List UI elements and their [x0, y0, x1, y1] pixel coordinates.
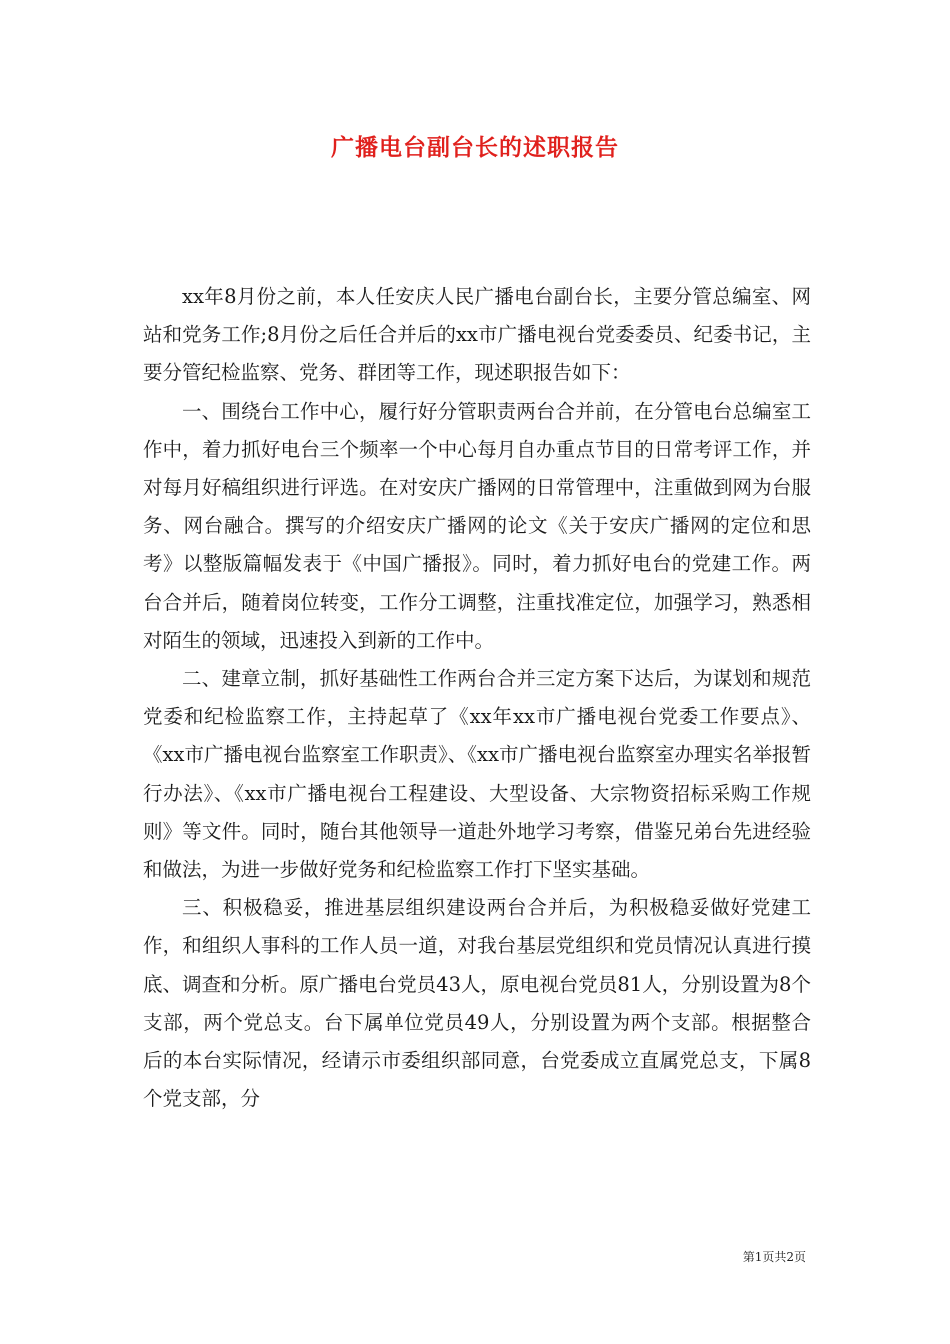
- document-body: [143, 278, 811, 1118]
- paragraph-section-1: 一、围绕台工作中心，履行好分管职责两台合并前，在分管电台总编室工作中，着力抓好电台三个频率一个中心每月自办重点节目的日常考评工作，并对每月好稿组织进行评选。在对安庆广播网的日常管理中，注重做到网为台服务、网台融合。撰写的介绍安庆广播网的论文《关于安庆广播网的定位和思考》以整版篇幅发表于《中国广播报》。同时，着力抓好电台的党建工作。两台合并后，随着岗位转变，工作分工调整，注重找准定位，加强学习，熟悉相对陌生的领域，迅速投入到新的工作中。: [143, 399, 811, 652]
- paragraph-section-2: 二、建章立制，抓好基础性工作两台合并三定方案下达后，为谋划和规范党委和纪检监察工作，主持起草了《xx年xx市广播电视台党委工作要点》、《xx市广播电视台监察室工作职责》、《xx市广播电视台监察室办理实名举报暂行办法》、《xx市广播电视台工程建设、大型设备、大宗物资招标采购工作规则》等文件。同时，随台其他领导一道赴外地学习考察，借鉴兄弟台先进经验和做法，为进一步做好党务和纪检监察工作打下坚实基础。: [143, 667, 811, 882]
- document-title: 广播电台副台长的述职报告: [331, 134, 619, 161]
- paragraph-section-3: 三、积极稳妥，推进基层组织建设两台合并后，为积极稳妥做好党建工作，和组织人事科的工作人员一道，对我台基层党组织和党员情况认真进行摸底、调查和分析。原广播电台党员43人，原电视台党员81人，分别设置为8个支部，两个党总支。台下属单位党员49人，分别设置为两个支部。根据整合后的本台实际情况，经请示市委组织部同意，台党委成立直属党总支，下属8个党支部，分: [143, 896, 811, 1111]
- paragraph-intro: xx年8月份之前，本人任安庆人民广播电台副台长，主要分管总编室、网站和党务工作;8月份之后任合并后的xx市广播电视台党委委员、纪委书记，主要分管纪检监察、党务、群团等工作，现述职报告如下：: [143, 285, 811, 385]
- page-number: 第1页共2页: [742, 1250, 806, 1264]
